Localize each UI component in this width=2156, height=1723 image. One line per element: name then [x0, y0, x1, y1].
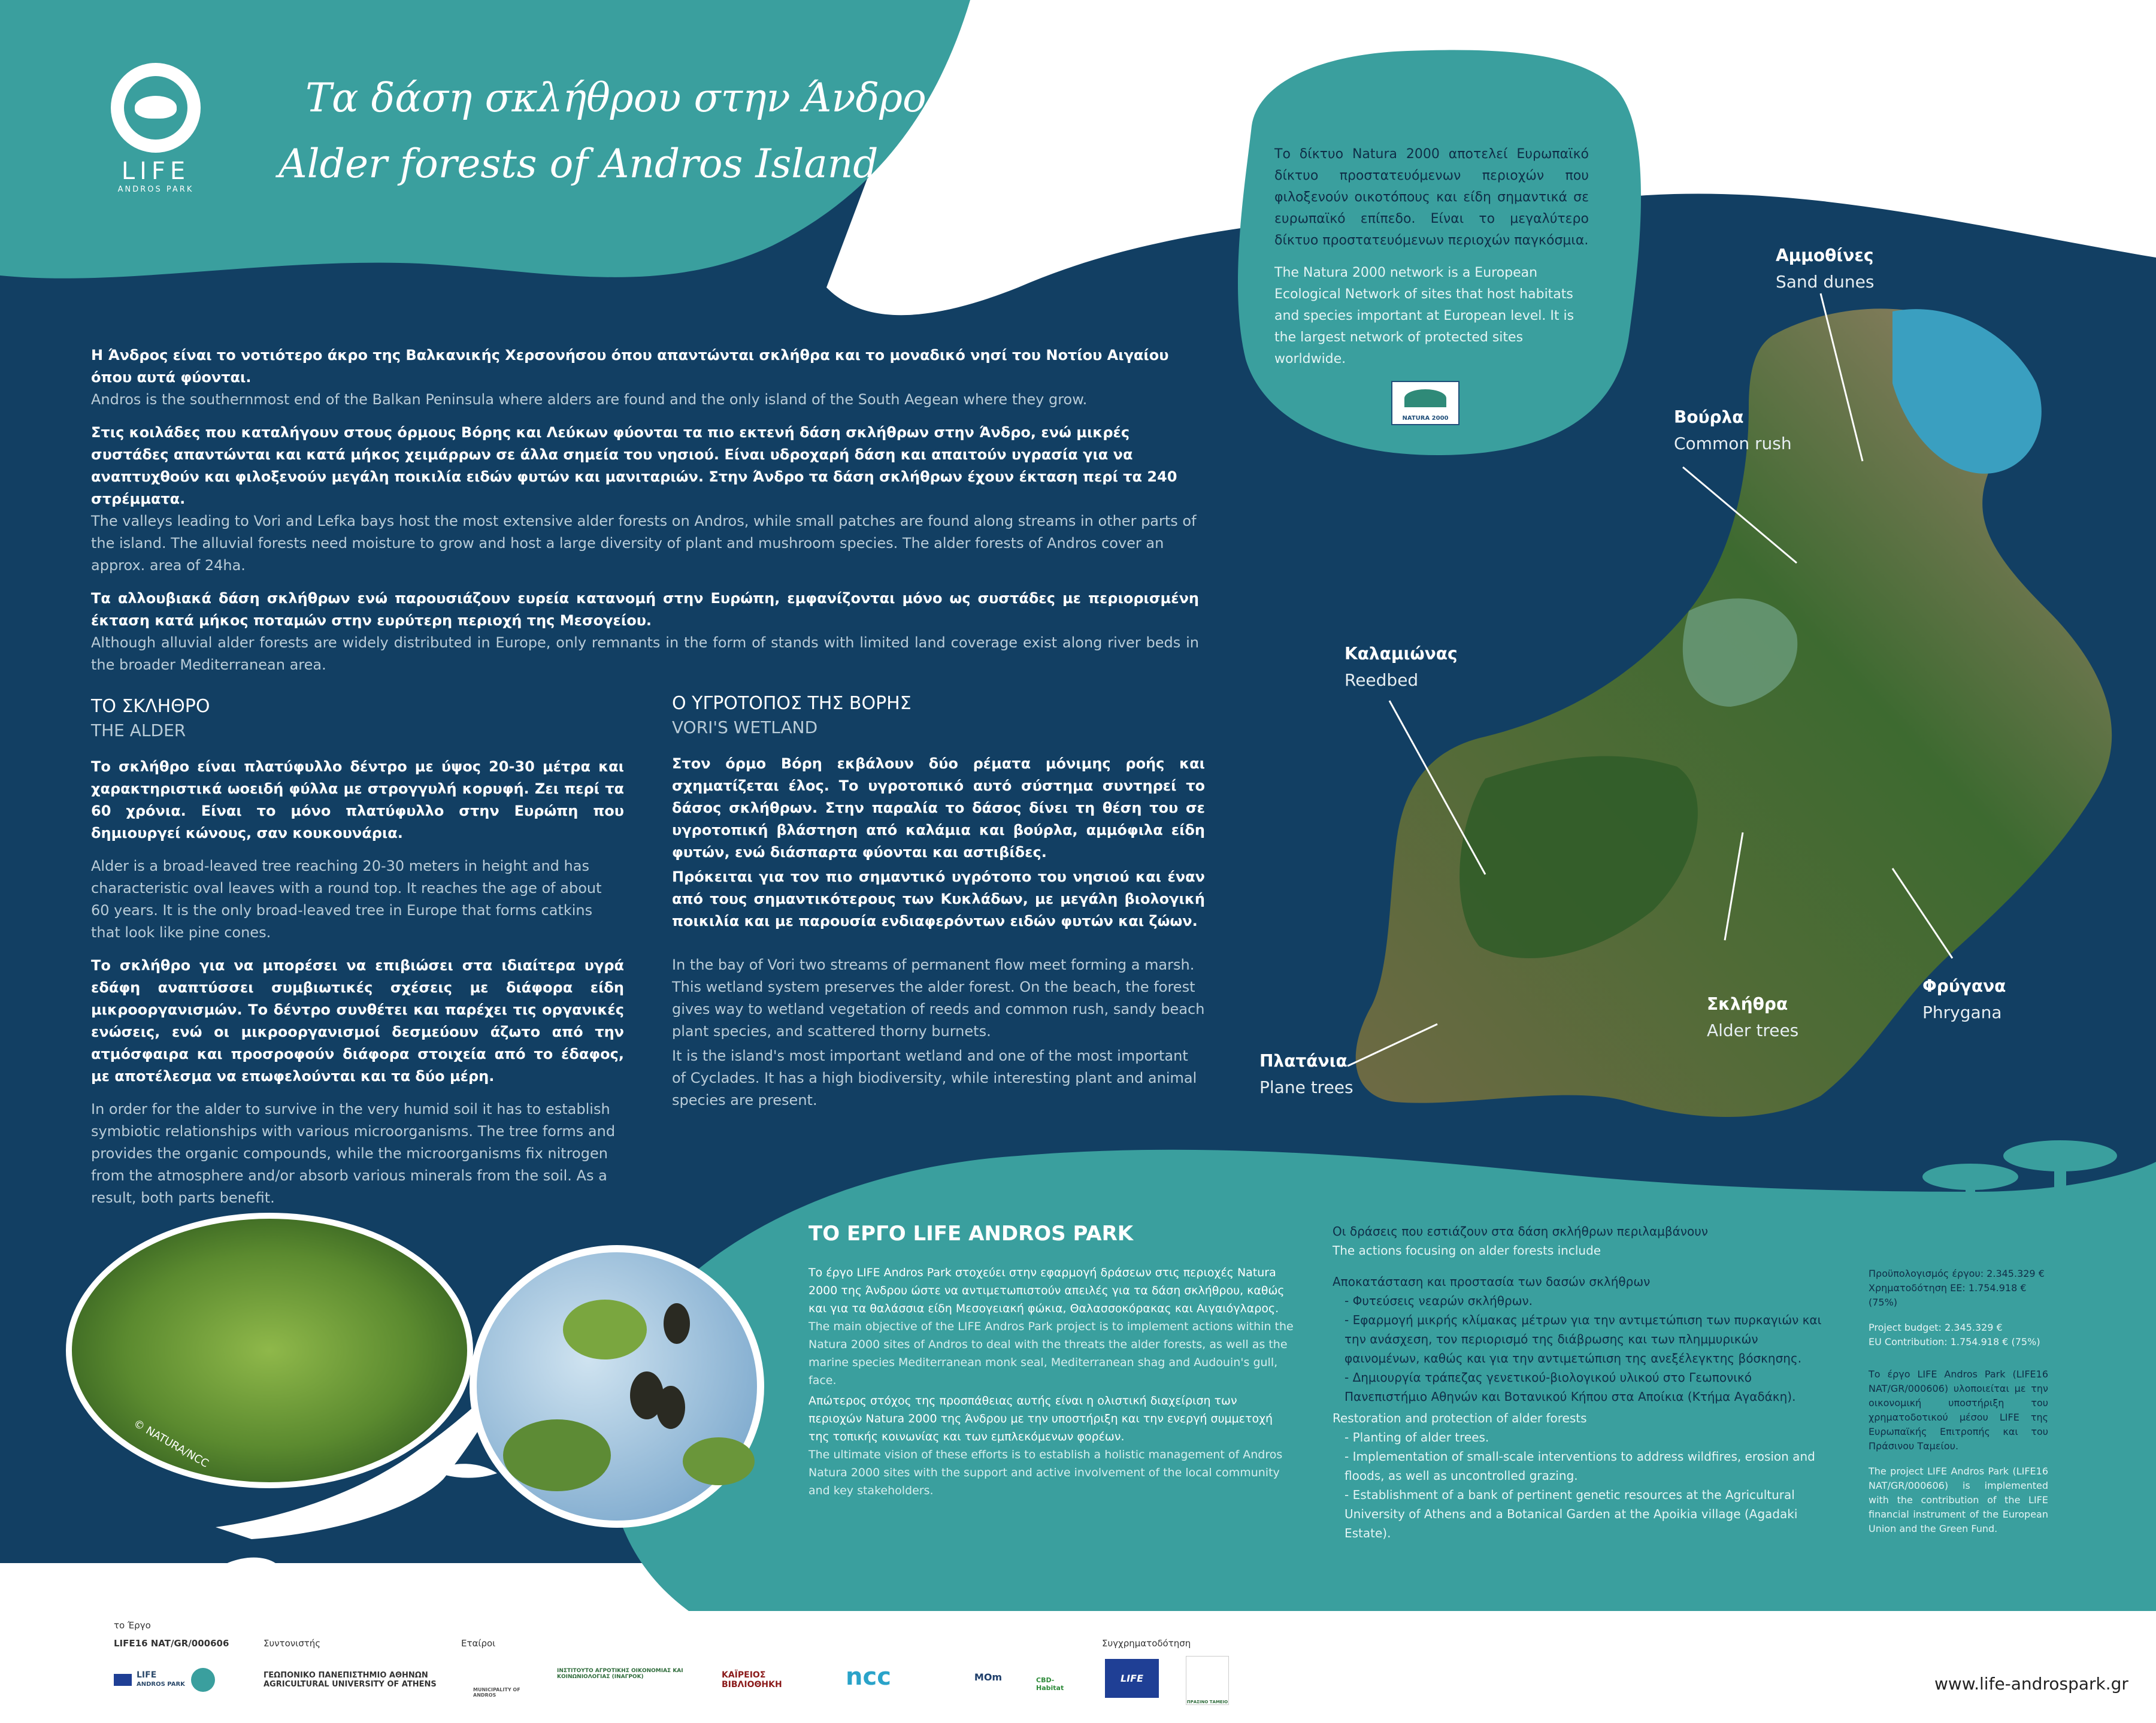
footer-eu-life-logo: LIFE: [1105, 1659, 1159, 1698]
map-label-phrygana: Φρύγανα Phrygana: [1922, 976, 2006, 1022]
alder-title-gr: ΤΟ ΣΚΛΗΘΡΟ: [91, 696, 210, 717]
budget-section: [1869, 1267, 2048, 1536]
globe-icon: [191, 1668, 215, 1692]
life-logo: [108, 63, 204, 194]
footer-green-fund-logo: ΠΡΑΣΙΝΟ ΤΑΜΕΙΟ: [1186, 1656, 1229, 1705]
actions-intro-en: The actions focusing on alder forests include: [1333, 1243, 1601, 1258]
project-p1-gr: Το έργο LIFE Andros Park στοχεύει στην εφαρμογή δράσεων στις περιοχές Natura 2000 της Άνδρου ώστε να αντιμετωπιστούν απειλές για τα δάση σκλήθρου, καθώς και για τα θαλάσσια είδη Μεσογειακή φώκια, Θαλασσοκόρακας και Αιγαιόγλαρος.: [808, 1266, 1285, 1315]
footer-partners-label: Εταίροι: [461, 1638, 496, 1649]
actions-intro-gr: Οι δράσεις που εστιάζουν στα δάση σκλήθρων περιλαμβάνουν: [1333, 1224, 1708, 1238]
eu-flag-icon: [114, 1674, 132, 1686]
logo-sub: ANDROS PARK: [117, 185, 194, 194]
intro-p1-gr: Η Άνδρος είναι το νοτιότερο άκρο της Βαλκανικής Χερσονήσου όπου απαντώνται σκλήθρα και το μοναδικό νησί του Νοτίου Αιγαίου όπου αυτά φύονται.: [91, 347, 1169, 386]
actions-item-gr-1: - Φυτεύσεις νεαρών σκλήθρων.: [1345, 1294, 1533, 1308]
budget-en-2: EU Contribution: 1.754.918 € (75%): [1869, 1336, 2040, 1347]
natura-info: [1274, 144, 1589, 425]
actions-head-gr: Αποκατάσταση και προστασία των δασών σκλήθρων: [1333, 1274, 1651, 1289]
map-label-alder-trees: Σκλήθρα Alder trees: [1707, 994, 1799, 1040]
intro-p2-en: The valleys leading to Vori and Lefka bays host the most extensive alder forests on Andros, while small patches are found along streams in other parts of the island. The alluvial forests need moisture to grow and host a large diversity of plant and mushroom species. The alder forests of Andros cover an approx. area of 24ha.: [91, 513, 1197, 574]
alder-leaves-photo: [69, 1216, 470, 1485]
alder-p2-en: In order for the alder to survive in the very humid soil it has to establish symbiotic relationships with various microorganisms. The tree forms and provides the organic compounds, while the microorganisms fix nitrogen from the atmosphere and/or absorb various minerals from the soil. As a result, both parts benefit.: [91, 1101, 616, 1206]
footer-project-code: LIFE16 NAT/GR/000606: [114, 1638, 229, 1649]
footer-life-andros-logo: LIFE ANDROS PARK: [114, 1662, 219, 1698]
actions-item-en-2: - Implementation of small-scale interventions to address wildfires, erosion and floods, as well as uncontrolled grazing.: [1345, 1449, 1815, 1483]
wetland-section: [672, 692, 1205, 1122]
project-section: [808, 1222, 1294, 1510]
actions-item-en-1: - Planting of alder trees.: [1345, 1430, 1489, 1445]
life-logo-emblem: [111, 63, 201, 153]
intro-p3-gr: Τα αλλουβιακά δάση σκλήθρων ενώ παρουσιάζουν ευρεία κατανομή στην Ευρώπη, εμφανίζονται μόνο ως συστάδες με περιορισμένη έκταση κατά μήκος ποταμών στην ευρύτερη περιοχή της Μεσογείου.: [91, 590, 1199, 629]
intro-p2-gr: Στις κοιλάδες που καταλήγουν στους όρμους Βόρης και Λεύκων φύονται τα πιο εκτενή δάση σκλήθρων στην Άνδρο, ενώ μικρές συστάδες απαντώνται και κατά μήκος χειμάρρων σε άλλα σημεία του νησιού. Είναι υδροχαρή δάση και απαιτούν υγρασία για να αναπτυχθούν και φιλοξενούν μεγάλη ποικιλία ειδών φυτών και μανιταριών. Στην Άνδρο τα δάση σκλήθρων έχουν έκταση περί τα 240 στρέμματα.: [91, 424, 1177, 507]
actions-item-gr-3: - Δημιουργία τράπεζας γενετικού-βιολογικού υλικού στο Γεωπονικό Πανεπιστήμιο Αθηνών και Βοτανικού Κήπου στα Αποίκια (Κτήμα Αγαδάκη).: [1345, 1370, 1796, 1404]
natura-text-en: The Natura 2000 network is a European Ecological Network of sites that host habitats and species important at European level. It is the largest network of protected sites worldwide.: [1274, 265, 1574, 367]
budget-gr-1: Προϋπολογισμός έργου: 2.345.329 €: [1869, 1268, 2045, 1279]
actions-item-en-3: - Establishment of a bank of pertinent genetic resources at the Agricultural University of Athens and a Botanical Garden at the Apoikia village (Agadaki Estate).: [1345, 1488, 1798, 1540]
title-english: Alder forests of Andros Island: [278, 141, 879, 187]
wetland-p2-en: It is the island's most important wetland and one of the most important of Cyclades. It has a high biodiversity, while interesting plant and animal species are present.: [672, 1047, 1197, 1109]
footer-coordinator-label: Συντονιστής: [264, 1638, 321, 1649]
map-label-sand-dunes: Αμμοθίνες Sand dunes: [1776, 246, 1875, 292]
natura-text-gr: Το δίκτυο Natura 2000 αποτελεί Ευρωπαϊκό δίκτυο προστατευόμενων περιοχών που φιλοξενούν οικοτόπους και είδη σημαντικά σε ευρωπαϊκό επίπεδο. Είναι το μεγαλύτερο δίκτυο προστατευόμενων περιοχών παγκόσμια.: [1274, 147, 1589, 248]
natura-2000-logo: [1391, 381, 1459, 425]
footer-cbd-logo: CBD-Habitat: [1036, 1676, 1064, 1692]
map-label-common-rush: Βούρλα Common rush: [1674, 407, 1792, 453]
footer-inagrok-logo: ΙΝΣΤΙΤΟΥΤΟ ΑΓΡΟΤΙΚΗΣ ΟΙΚΟΝΟΜΙΑΣ ΚΑΙ ΚΟΙΝΩΝΙΟΛΟΓΙΑΣ (ΙΝΑΓΡΟΚ): [557, 1668, 683, 1680]
budget-impl-gr: Το έργο LIFE Andros Park (LIFE16 NAT/GR/000606) υλοποιείται με την οικονομική υποστήριξη του χρηματοδοτικού μέσου LIFE της Ευρωπαϊκής Επιτροπής και του Πράσινου Ταμείου.: [1869, 1368, 2048, 1452]
map-label-plane-trees: Πλατάνια Plane trees: [1259, 1051, 1353, 1097]
actions-section: [1333, 1222, 1830, 1543]
project-p1-en: The main objective of the LIFE Andros Park project is to implement actions within the Natura 2000 sites of Andros to deal with the threats the alder forests, as well as the marine species Mediterranean monk seal, Mediterranean shag and Audouin's gull, face.: [808, 1320, 1294, 1387]
footer-aua-logo: ΓΕΩΠΟΝΙΚΟ ΠΑΝΕΠΙΣΤΗΜΙΟ ΑΘΗΝΩΝ AGRICULTURAL UNIVERSITY OF ATHENS: [264, 1671, 437, 1689]
actions-head-en: Restoration and protection of alder forests: [1333, 1411, 1587, 1425]
project-title: ΤΟ ΕΡΓΟ LIFE ANDROS PARK: [808, 1222, 1134, 1246]
map-label-reedbed: Καλαμιώνας Reedbed: [1345, 644, 1458, 690]
footer-ncc-logo: ncc: [846, 1663, 891, 1691]
footer-mom-logo: MOm: [974, 1671, 1003, 1683]
natura-logo-text: NATURA 2000: [1402, 415, 1449, 422]
alder-p2-gr: Το σκλήθρο για να μπορέσει να επιβιώσει στα ιδιαίτερα υγρά εδάφη αναπτύσσει συμβιωτικές σχέσεις με διάφορα είδη μικροοργανισμών. Το δέντρο συνθέτει και παρέχει τις οργανικές ενώσεις, ενώ οι μικροοργανισμοί δεσμεύουν άζωτο από την ατμόσφαιρα και προσροφούν διάφορα στοιχεία από το έδαφος, με αποτέλεσμα να επωφελούνται και τα δύο μέρη.: [91, 957, 624, 1085]
wetland-p2-gr: Πρόκειται για τον πιο σημαντικό υγρότοπο του νησιού και έναν από τους σημαντικότερους των Κυκλάδων, με μεγάλη βιολογική ποικιλία και με παρουσία ενδιαφερόντων ειδών φυτών και ζώων.: [672, 868, 1205, 929]
footer-project-label: το Έργο: [114, 1620, 151, 1631]
footer-municipality-logo: MUNICIPALITY OF ANDROS: [473, 1687, 520, 1698]
intro-p3-en: Although alluvial alder forests are widely distributed in Europe, only remnants in the form of stands with limited land coverage exist along river beds in the broader Mediterranean area.: [91, 634, 1199, 673]
wetland-title-en: VORI'S WETLAND: [672, 717, 818, 737]
wetland-p1-gr: Στον όρμο Βόρη εκβάλουν δύο ρέματα μόνιμης ροής και σχηματίζεται έλος. Το υγροτοπικό αυτό σύστημα συντηρεί το δάσος σκλήθρων. Στην παραλία το δάσος δίνει τη θέση του σε υγροτοπική βλάστηση από καλάμια και βούρλα, αμμόφιλα είδη φυτών, ενώ διάσπαρτα φύονται και αστιβίδες.: [672, 755, 1205, 861]
alder-section: [91, 695, 624, 1220]
budget-impl-en: The project LIFE Andros Park (LIFE16 NAT/GR/000606) is implemented with the contribution of the LIFE financial instrument of the European Union and the Green Fund.: [1869, 1465, 2048, 1534]
footer-kaireios-logo: ΚΑΪΡΕΙΟΣ ΒΙΒΛΙΟΘΗΚΗ: [722, 1670, 782, 1689]
alder-title-en: THE ALDER: [91, 720, 186, 740]
alder-p1-gr: Το σκλήθρο είναι πλατύφυλλο δέντρο με ύψος 20-30 μέτρα και χαρακτηριστικά ωοειδή φύλλα με στρογγυλή κορυφή. Ζει περί τα 60 χρόνια. Είναι το μόνο πλατύφυλλο στην Ευρώπη που δημιουργεί κώνους, σαν κουκουνάρια.: [91, 758, 624, 841]
wetland-title-gr: Ο ΥΓΡΟΤΟΠΟΣ ΤΗΣ ΒΟΡΗΣ: [672, 693, 912, 714]
alder-p1-en: Alder is a broad-leaved tree reaching 20-30 meters in height and has characteristic oval leaves with a round top. It reaches the age of about 60 years. It is the only broad-leaved tree in Europe that forms catkins that look like pine cones.: [91, 858, 602, 941]
seal-icon: [135, 96, 177, 119]
logo-name: LIFE: [121, 158, 190, 185]
intro-section: [91, 344, 1199, 687]
photo-credit: © NATURA/NCC: [131, 1417, 211, 1470]
budget-en-1: Project budget: 2.345.329 €: [1869, 1322, 2003, 1333]
footer-cofunding-label: Συγχρηματοδότηση: [1102, 1638, 1191, 1649]
footer-url[interactable]: www.life-androspark.gr: [1934, 1674, 2128, 1694]
wetland-p1-en: In the bay of Vori two streams of permanent flow meet forming a marsh. This wetland system preserves the alder forest. On the beach, the forest gives way to wetland vegetation of reeds and common rush, sandy beach plant species, and scattered thorny burnets.: [672, 956, 1205, 1040]
intro-p1-en: Andros is the southernmost end of the Balkan Peninsula where alders are found and the only island of the South Aegean where they grow.: [91, 391, 1088, 408]
bird-icon: [1404, 389, 1446, 407]
actions-item-gr-2: - Εφαρμογή μικρής κλίμακας μέτρων για την αντιμετώπιση των πυρκαγιών και την ανάσχεση, τον περιορισμό της διάβρωσης και των πλημμυρικών φαινομένων, καθώς και για την αντιμετώπιση της ανεξέλεγκτης βόσκησης.: [1345, 1313, 1822, 1365]
title-greek: Τα δάση σκλήθρου στην Άνδρο: [305, 75, 926, 121]
budget-gr-2: Χρηματοδότηση ΕΕ: 1.754.918 € (75%): [1869, 1282, 2027, 1308]
project-p2-en: The ultimate vision of these efforts is to establish a holistic management of Andros Natura 2000 sites with the support and active involvement of the local community and key stakeholders.: [808, 1448, 1283, 1497]
project-p2-gr: Απώτερος στόχος της προσπάθειας αυτής είναι η ολιστική διαχείριση των περιοχών Natura 2000 της Άνδρου με την υποστήριξη και την ενεργή συμμετοχή της τοπικής κοινωνίας και των εμπλεκόμενων φορέων.: [808, 1394, 1273, 1443]
